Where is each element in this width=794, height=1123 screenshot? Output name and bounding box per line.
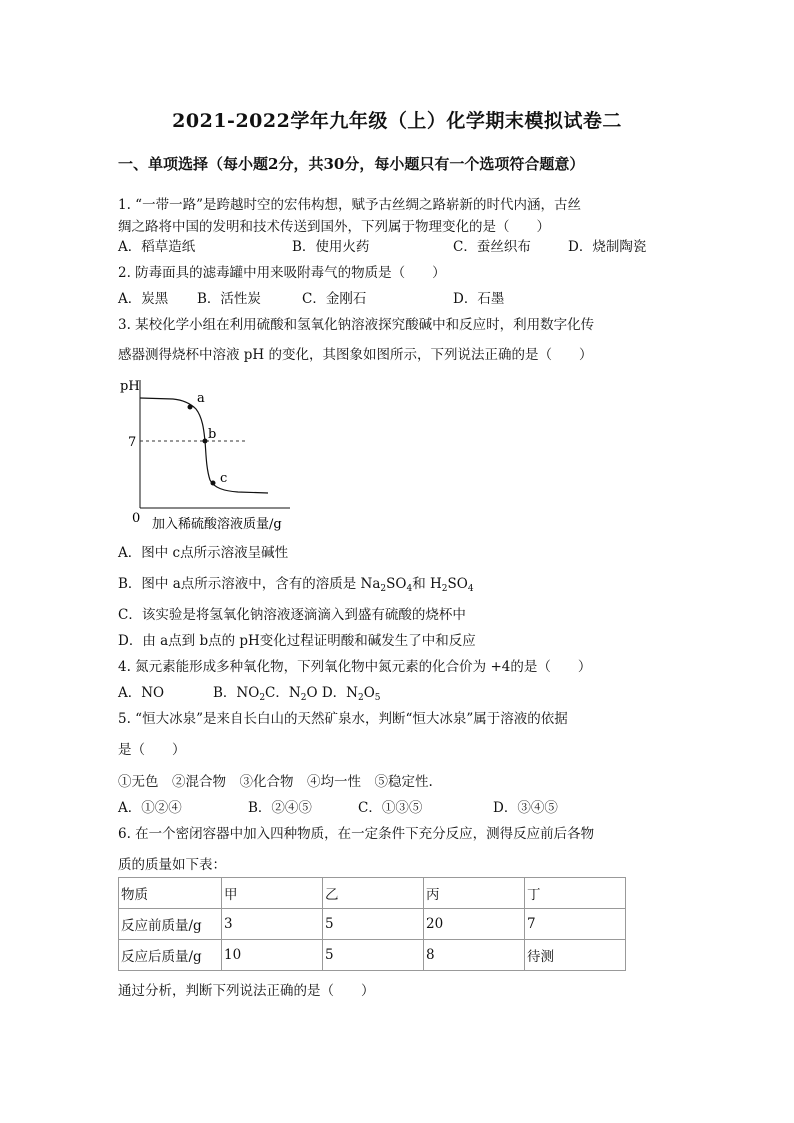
ph-curve <box>140 398 268 493</box>
q1-stem-line2: 绸之路将中国的发明和技术传送到国外，下列属于物理变化的是（ ） <box>118 219 550 235</box>
q2-option-b: B．活性炭 <box>197 291 261 307</box>
q4-options-bcd: B．$NO_2C$．$N_2O$ D．$N_2O_5$ <box>213 685 381 703</box>
table-cell: 待测 <box>525 940 626 971</box>
table-header-cell: 丁 <box>525 878 626 909</box>
point-b-label: b <box>208 427 217 442</box>
page-title: 2021-2022学年九年级（上）化学期末模拟试卷二 <box>172 110 622 132</box>
q3-option-a: A．图中 c点所示溶液呈碱性 <box>118 545 289 561</box>
q5-stem-line1: 5. “恒大冰泉”是来自长白山的天然矿泉水，判断“恒大冰泉”属于溶液的依据 <box>118 711 568 727</box>
q5-option-a: A．①②④ <box>118 800 182 816</box>
y-tick-7: 7 <box>128 435 137 450</box>
table-row <box>119 909 626 940</box>
q5-option-c: C．①③⑤ <box>358 800 423 816</box>
table-cell: 反应前质量/g <box>119 909 222 940</box>
q3-stem-line2: 感器测得烧杯中溶液 pH 的变化，其图象如图所示，下列说法正确的是（ ） <box>118 347 593 363</box>
q2-option-d: D．石墨 <box>453 291 505 307</box>
origin-label: 0 <box>132 511 141 526</box>
q1-stem-line1: 1. “一带一路”是跨越时空的宏伟构想，赋予古丝绸之路崭新的时代内涵，古丝 <box>118 197 581 213</box>
q6-stem-line1: 6. 在一个密闭容器中加入四种物质，在一定条件下充分反应，测得反应前后各物 <box>118 826 595 842</box>
table-cell: 10 <box>222 940 323 971</box>
q1-option-b: B．使用火药 <box>292 239 370 255</box>
point-c-label: c <box>220 471 228 486</box>
q6-after-table: 通过分析，判断下列说法正确的是（ ） <box>118 983 375 999</box>
table-cell: 7 <box>525 909 626 940</box>
table-cell: 反应后质量/g <box>119 940 222 971</box>
point-a-dot <box>188 405 193 410</box>
table-header-cell: 物质 <box>119 878 222 909</box>
q5-stem-line2: 是（ ） <box>118 742 186 758</box>
table-header-cell: 丙 <box>424 878 525 909</box>
table-header-row <box>119 878 626 909</box>
table-cell: 8 <box>424 940 525 971</box>
table-header-cell: 乙 <box>323 878 424 909</box>
q6-stem-line2: 质的质量如下表： <box>118 857 226 873</box>
q3-option-b: B．图中 a点所示溶液中，含有的溶质是 $Na_2SO_4$和 $H_2SO_4$ <box>118 576 474 594</box>
q5-option-b: B．②④⑤ <box>248 800 312 816</box>
table-header-cell: 甲 <box>222 878 323 909</box>
q3-option-d: D．由 a点到 b点的 pH变化过程证明酸和碱发生了中和反应 <box>118 633 476 649</box>
q4-option-a: A．NO <box>118 685 165 701</box>
table-row <box>119 940 626 971</box>
q3-stem-line1: 3. 某校化学小组在利用硫酸和氢氧化钠溶液探究酸碱中和反应时，利用数字化传 <box>118 317 595 333</box>
table-cell: 20 <box>424 909 525 940</box>
q2-option-c: C．金刚石 <box>302 291 367 307</box>
q2-stem: 2. 防毒面具的滤毒罐中用来吸附毒气的物质是（ ） <box>118 265 446 281</box>
q4-stem: 4. 氮元素能形成多种氧化物，下列氧化物中氮元素的化合价为 +4的是（ ） <box>118 659 592 675</box>
q1-option-d: D．烧制陶瓷 <box>568 239 647 255</box>
q2-option-a: A．炭黑 <box>118 291 169 307</box>
table-cell: 3 <box>222 909 323 940</box>
q5-items: ①无色 ②混合物 ③化合物 ④均一性 ⑤稳定性. <box>118 774 433 790</box>
table-cell: 5 <box>323 909 424 940</box>
q1-option-c: C．蚕丝织布 <box>453 239 531 255</box>
q1-option-a: A．稻草造纸 <box>118 239 196 255</box>
point-b-dot <box>203 439 208 444</box>
ph-curve-figure <box>118 370 318 535</box>
point-c-dot <box>211 481 216 486</box>
y-axis-label: pH <box>120 379 140 394</box>
mass-table <box>118 877 626 971</box>
table-cell: 5 <box>323 940 424 971</box>
x-axis-label: 加入稀硫酸溶液质量/g <box>152 517 282 532</box>
point-a-label: a <box>197 391 205 406</box>
q3-option-c: C．该实验是将氢氧化钠溶液逐滴滴入到盛有硫酸的烧杯中 <box>118 607 466 623</box>
section-heading: 一、单项选择（每小题2分，共30分，每小题只有一个选项符合题意） <box>118 155 585 173</box>
q5-option-d: D．③④⑤ <box>493 800 558 816</box>
